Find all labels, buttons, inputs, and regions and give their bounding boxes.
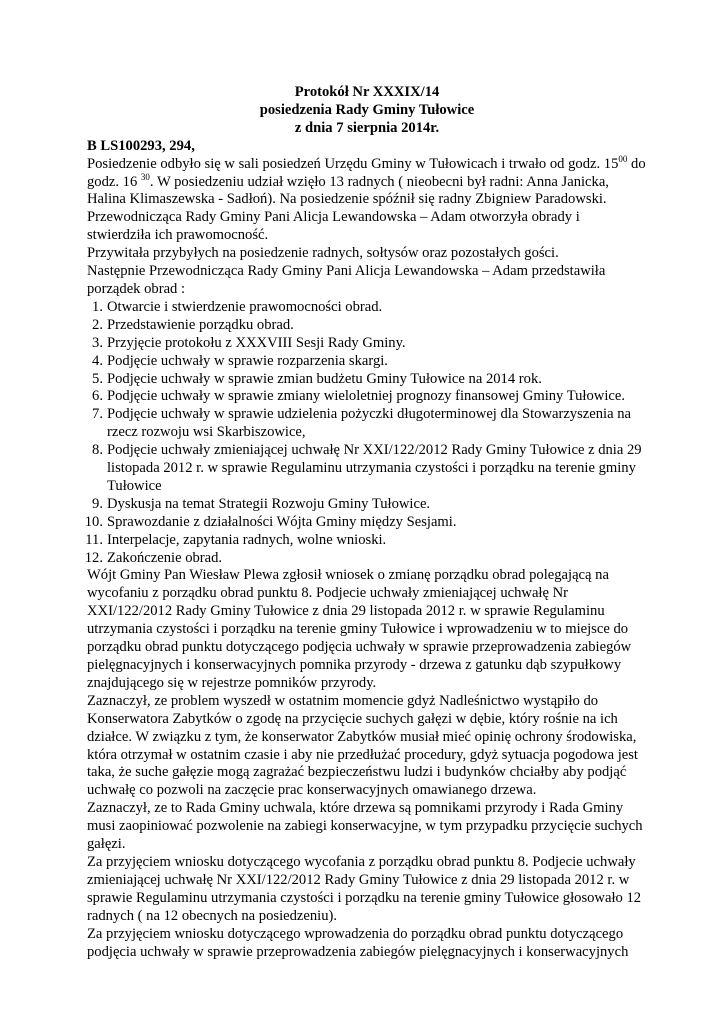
agenda-item	[87, 317, 647, 335]
agenda-item-number: 10.	[84, 513, 103, 530]
agenda-item	[87, 353, 647, 371]
agenda-item-text: Przedstawienie porządku obrad.	[107, 316, 294, 333]
agenda-item	[87, 496, 647, 514]
intro-text-a: Posiedzenie odbyło się w sali posiedzeń Urzędu Gminy w Tułowicach i trwało od godz. 15	[87, 155, 619, 172]
document-title-line-2: posiedzenia Rady Gminy Tułowice	[259, 101, 475, 118]
document-page	[84, 84, 647, 961]
intro-text-b: do godz. 16	[87, 155, 646, 190]
agenda-item	[87, 532, 647, 550]
agenda-item	[87, 371, 647, 389]
agenda-item-text: Podjęcie uchwały w sprawie zmian budżetu Gminy Tułowice na 2014 rok.	[107, 370, 542, 387]
agenda-item-text: Sprawozdanie z działalności Wójta Gminy między Sesjami.	[107, 513, 457, 530]
agenda-intro: Następnie Przewodnicząca Rady Gminy Pani Alicja Lewandowska – Adam przedstawiła porządek obrad :	[87, 263, 606, 297]
intro-paragraph	[87, 153, 647, 246]
agenda-item-text: Podjęcie uchwały zmieniającej uchwałę Nr XXI/122/2012 Rady Gminy Tułowice z dnia 29 listopada 2012 r. w sprawie Regulaminu utrzymania czystości i porządku na terenie gminy Tułowice	[107, 442, 642, 494]
agenda-item-text: Interpelacje, zapytania radnych, wolne wnioski.	[107, 531, 387, 548]
agenda-item-number: 11.	[85, 531, 103, 548]
greeting-paragraph: Przywitała przybyłych na posiedzenie radnych, sołtysów oraz pozostałych gości.	[87, 245, 559, 262]
start-time-minutes: 00	[618, 153, 628, 164]
agenda-item-number: 12.	[84, 549, 103, 566]
document-title-line-1: Protokół Nr XXXIX/14	[294, 84, 440, 100]
body-paragraph-vote-introduction: Za przyjęciem wniosku dotyczącego wprowadzenia do porządku obrad punktu dotyczącego podjęcia uchwały w sprawie przeprowadzenia zabiegów pielęgnacyjnych i konserwacyjnych	[87, 925, 629, 960]
body-paragraph-explanation: Zaznaczył, ze problem wyszedł w ostatnim momencie gdyż Nadleśnictwo wystąpiło do Konserwatora Zabytków o zgodę na przycięcie suchych gałęzi w dębie, który rośnie na ich działce. W związku z tym, że konserwator Zabytków musiał mieć opinię ochrony środowiska, która otrzymał w ostatnim czasie i aby nie przedłużać procedury, gdyż sytuacja pogodowa jest taka, że suche gałęzie mogą zagrażać bezpieczeństwu ludzi i budynków chciałby aby podjąć uchwałę co pozwoli na zaczęcie prac konserwacyjnych omawianego drzewa.	[87, 692, 638, 799]
agenda-item-number: 5.	[92, 370, 103, 387]
agenda-item	[87, 406, 647, 442]
body-paragraph-motion: Wójt Gminy Pan Wiesław Plewa zgłosił wniosek o zmianę porządku obrad polegającą na wycofaniu z porządku obrad punktu 8. Podjecie uchwały zmieniającej uchwałę Nr XXI/122/2012 Rady Gminy Tułowice z dnia 29 listopada 2012 r. w sprawie Regulaminu utrzymania czystości i porządku na terenie gminy Tułowice i wprowadzeniu w to miejsce do porządku obrad punktu dotyczącego podjęcia uchwały w sprawie przeprowadzenia zabiegów pielęgnacyjnych i konserwacyjnych pomnika przyrody - drzewa z gatunku dąb szypułkowy znajdującego się w rejestrze pomników przyrody.	[87, 567, 632, 691]
agenda-item-number: 7.	[92, 406, 103, 423]
agenda-item-text: Przyjęcie protokołu z XXXVIII Sesji Rady Gminy.	[107, 334, 406, 351]
agenda-item-number: 4.	[92, 352, 103, 369]
reference-number: B LS100293, 294,	[87, 137, 195, 154]
agenda-item-number: 9.	[92, 495, 103, 512]
agenda-item-text: Otwarcie i stwierdzenie prawomocności obrad.	[107, 298, 383, 315]
agenda-item-number: 3.	[92, 334, 103, 351]
end-time-minutes: 30	[140, 171, 150, 182]
intro-text-c: . W posiedzeniu udział wzięło 13 radnych ( nieobecni był radni: Anna Janicka, Halina Klimaszewska - Sadłoń). Na posiedzenie spóźnił się radny Zbigniew Paradowski. Przewodnicząca Rady Gminy Pani Alicja Lewandowska – Adam otworzyła obrady i stwierdziła ich prawomocność.	[87, 173, 609, 244]
body-paragraph-council: Zaznaczył, ze to Rada Gminy uchwala, które drzewa są pomnikami przyrody i Rada Gminy musi zaopiniować pozwolenie na zabiegi konserwacyjne, w tym przypadku przycięcie suchych gałęzi.	[87, 800, 643, 853]
agenda-item	[84, 513, 647, 532]
agenda-item	[87, 299, 647, 317]
agenda-item-number: 8.	[92, 442, 103, 459]
body-paragraph-vote-withdrawal: Za przyjęciem wniosku dotyczącego wycofania z porządku obrad punktu 8. Podjecie uchwały zmieniającej uchwałę Nr XXI/122/2012 Rady Gminy Tułowice z dnia 29 listopada 2012 r. w sprawie Regulaminu utrzymania czystości i porządku na terenie gminy Tułowice głosowało 12 radnych ( na 12 obecnych na posiedzeniu).	[87, 853, 642, 924]
agenda-item-number: 6.	[92, 388, 103, 405]
agenda-item-number: 1.	[92, 298, 103, 315]
agenda-item	[84, 549, 647, 568]
agenda-item	[87, 442, 647, 496]
agenda-item-number: 2.	[92, 316, 103, 333]
agenda-item	[87, 335, 647, 353]
document-title-line-3: z dnia 7 sierpnia 2014r.	[294, 119, 440, 136]
agenda-item-text: Podjęcie uchwały w sprawie udzielenia pożyczki długoterminowej dla Stowarzyszenia na rzecz rozwoju wsi Skarbiszowice,	[107, 406, 631, 441]
agenda-item	[87, 388, 647, 406]
agenda-item-text: Dyskusja na temat Strategii Rozwoju Gminy Tułowice.	[107, 495, 431, 512]
agenda-item-text: Podjęcie uchwały w sprawie zmiany wieloletniej prognozy finansowej Gminy Tułowice.	[107, 388, 625, 405]
agenda-item-text: Zakończenie obrad.	[107, 549, 223, 566]
agenda-item-text: Podjęcie uchwały w sprawie rozparzenia skargi.	[107, 352, 388, 369]
agenda-list	[84, 298, 647, 568]
